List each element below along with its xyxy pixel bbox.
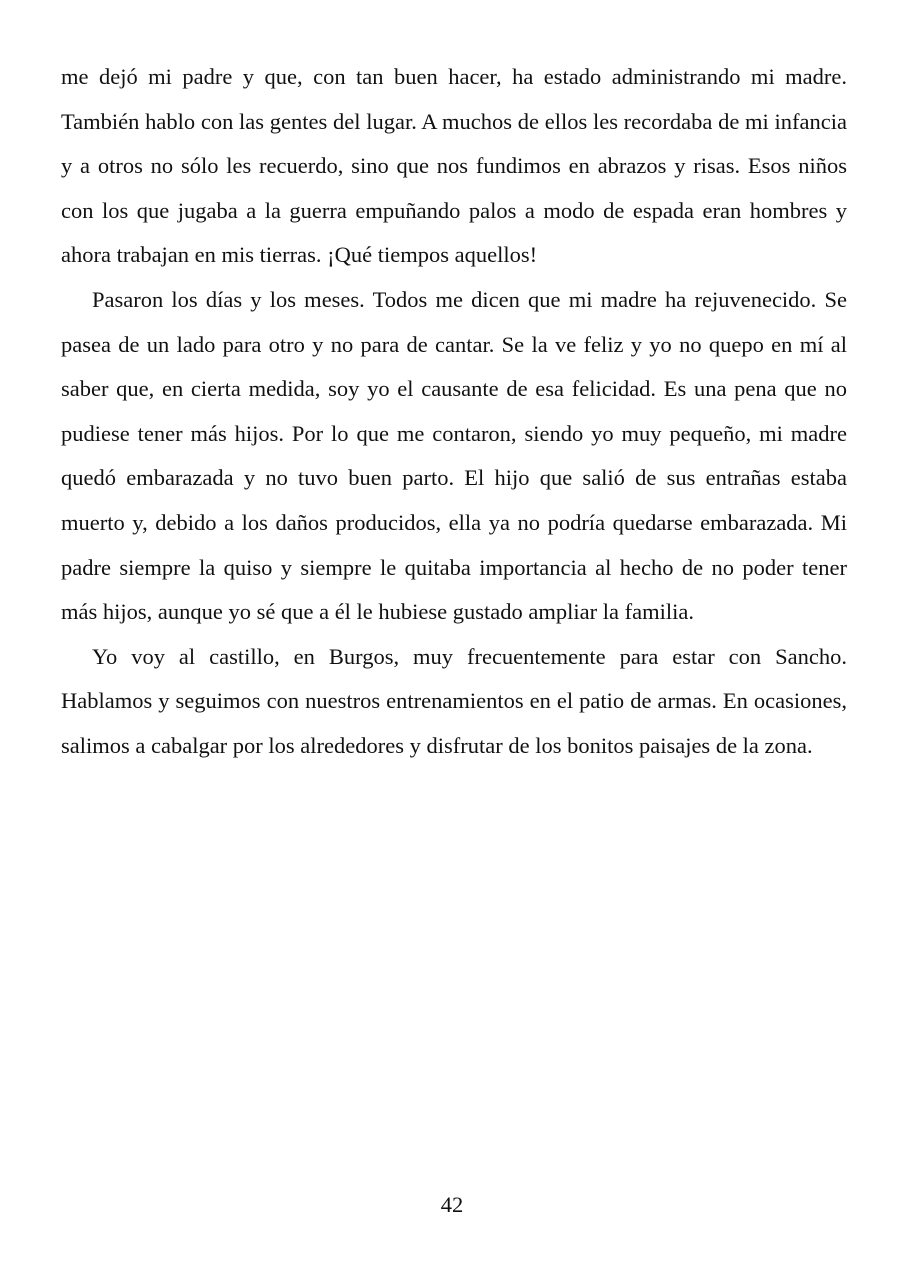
paragraph: Yo voy al castillo, en Burgos, muy frecuentemente para estar con Sancho. Hablamos y seguimos con nuestros entrenamientos en el patio de armas. En ocasiones, salimos a cabalgar por los alrededores y disfrutar de los bonitos paisajes de la zona. (61, 643, 847, 758)
paragraph-continued: me dejó mi padre y que, con tan buen hacer, ha estado administrando mi madre. También hablo con las gentes del lugar. A muchos de ellos les recordaba de mi infancia y a otros no sólo les recuerdo, sino que nos fundimos en abrazos y risas. Esos niños con los que jugaba a la guerra empuñando palos a modo de espada eran hombres y ahora trabajan en mis tierras. ¡Qué tiempos aquellos! (61, 64, 847, 268)
page-number: 42 (440, 1192, 464, 1217)
body-text (61, 55, 847, 769)
paragraph: Pasaron los días y los meses. Todos me dicen que mi madre ha rejuvenecido. Se pasea de un lado para otro y no para de cantar. Se la ve feliz y yo no quepo en mí al saber que, en cierta medida, soy yo el causante de esa felicidad. Es una pena que no pudiese tener más hijos. Por lo que me contaron, siendo yo muy pequeño, mi madre quedó embarazada y no tuvo buen parto. El hijo que salió de sus entrañas estaba muerto y, debido a los daños producidos, ella ya no podría quedarse embarazada. Mi padre siempre la quiso y siempre le quitaba importancia al hecho de no poder tener más hijos, aunque yo sé que a él le hubiese gustado ampliar la familia. (61, 286, 847, 625)
